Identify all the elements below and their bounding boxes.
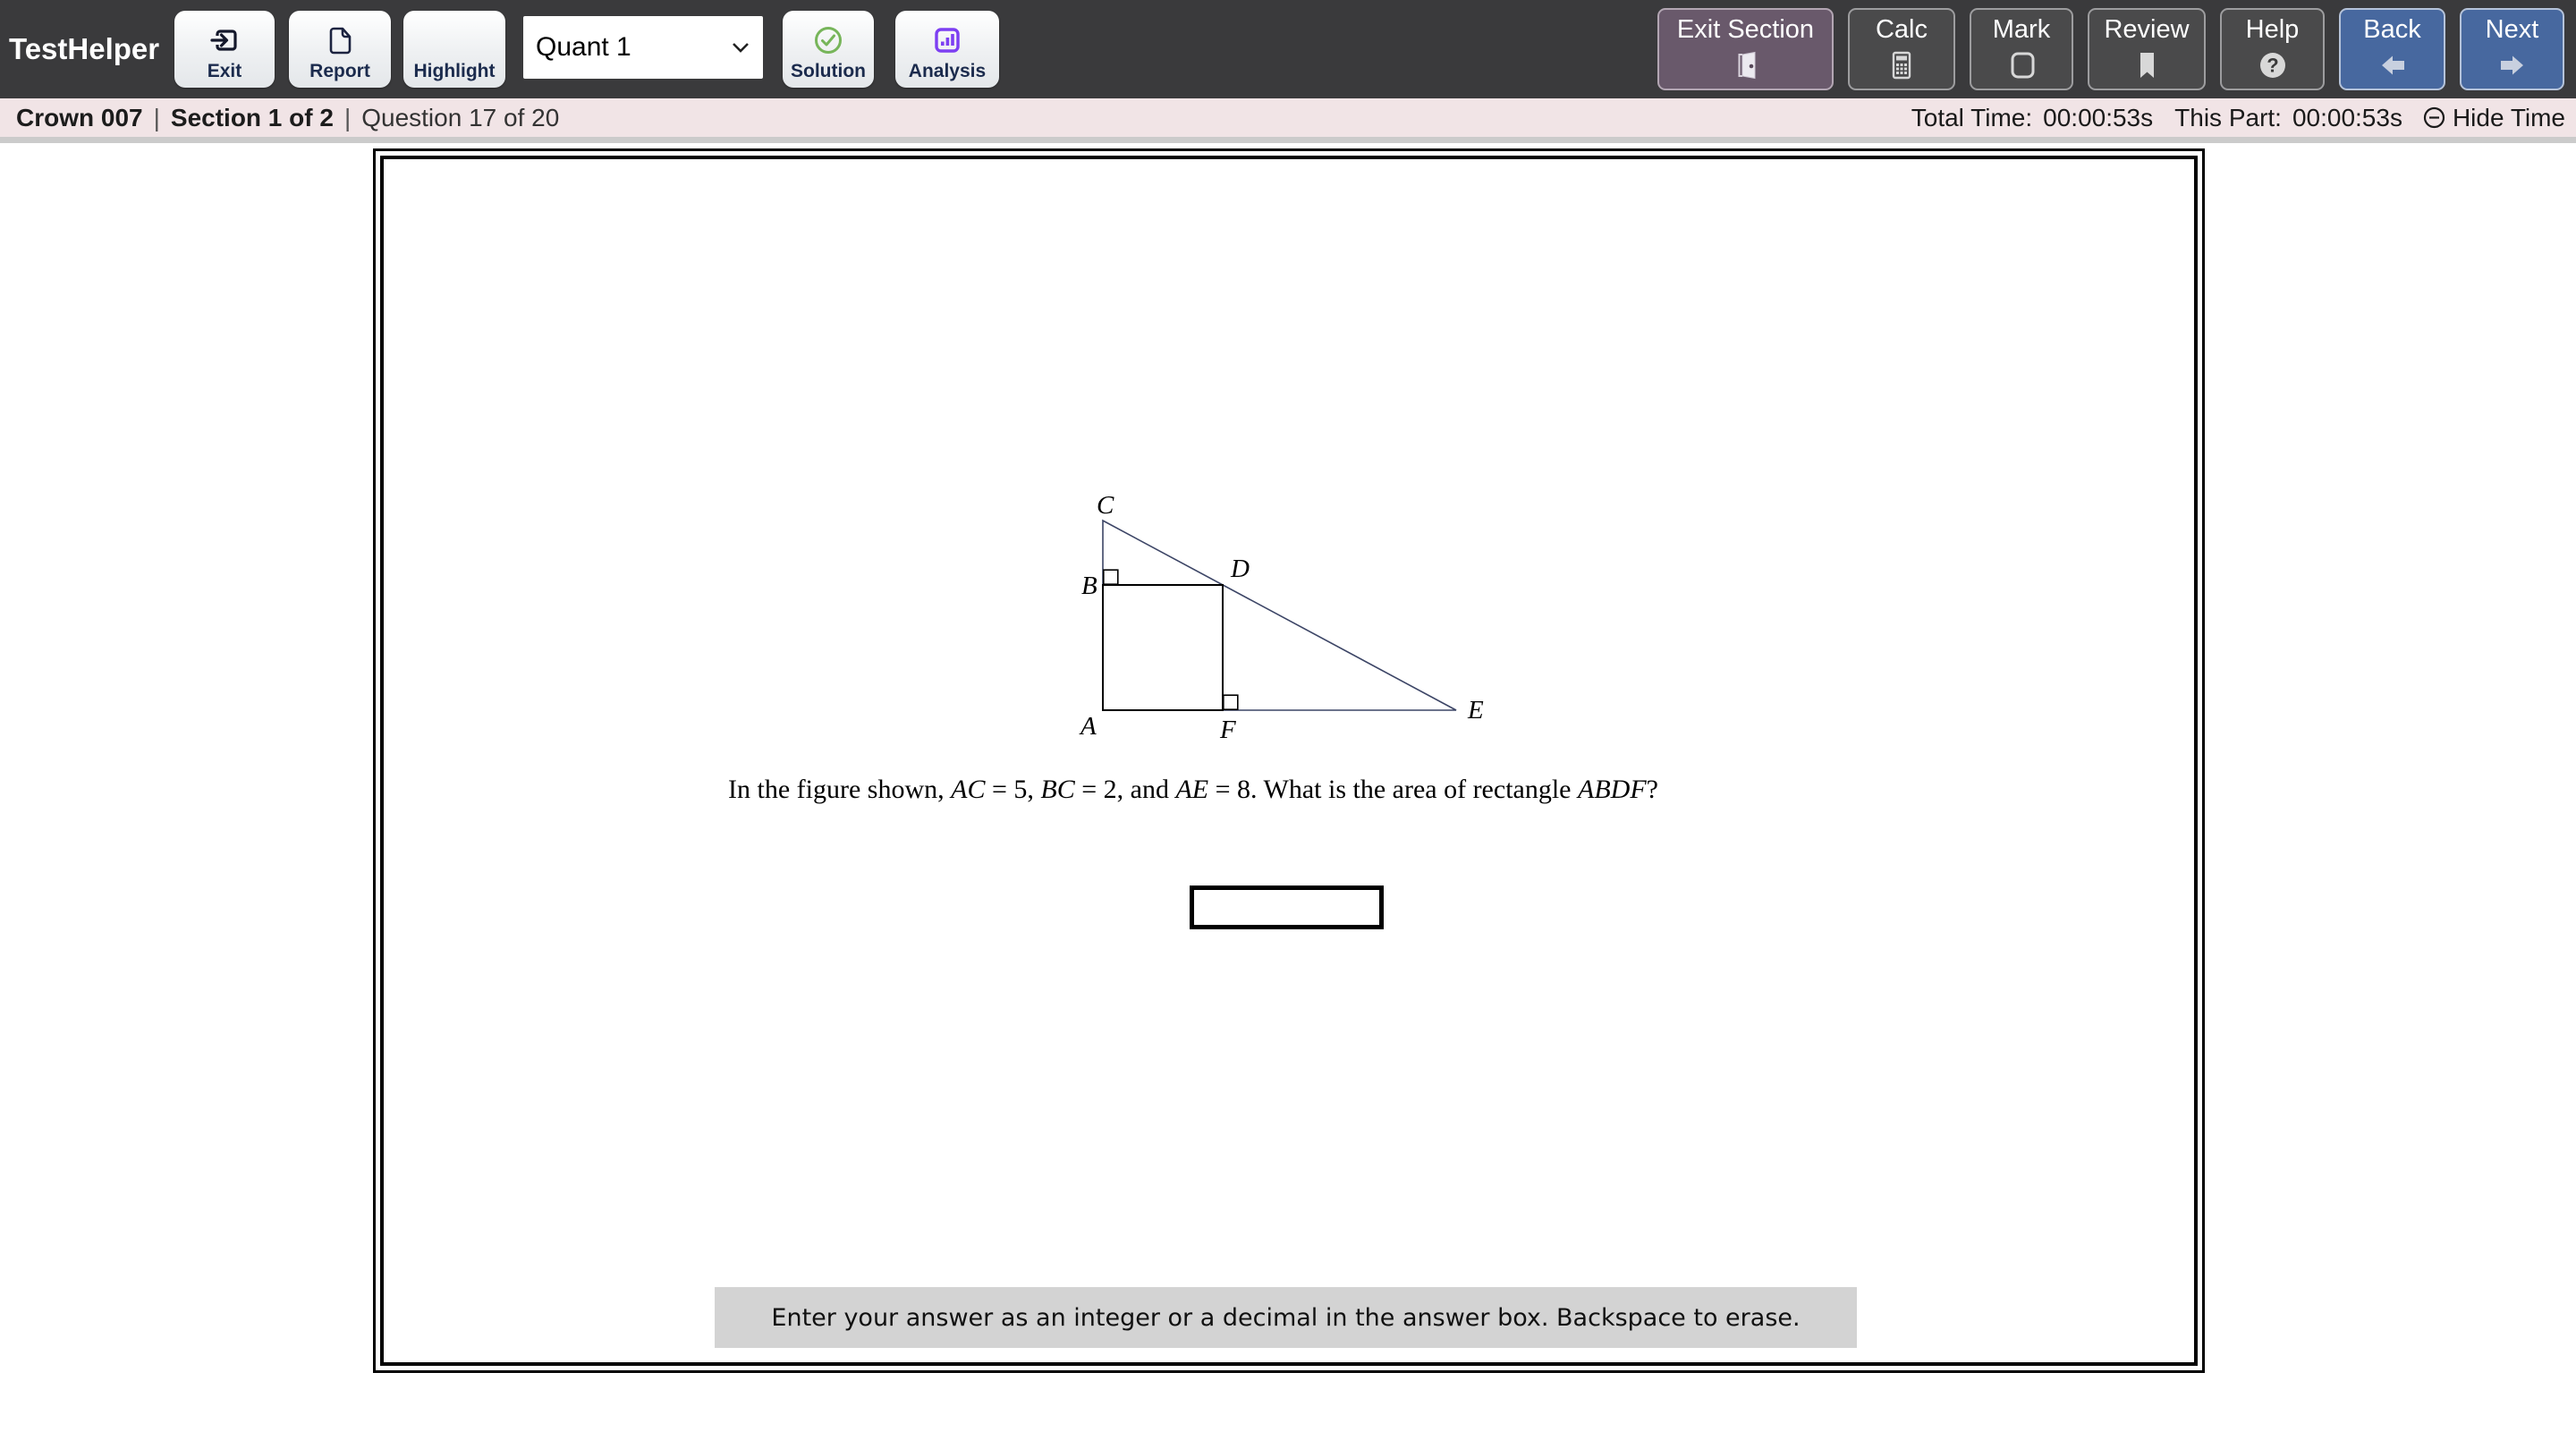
- exit-icon: [207, 21, 242, 60]
- hide-time-toggle[interactable]: Hide Time: [2452, 103, 2565, 131]
- this-part-value: 00:00:53s: [2292, 103, 2402, 131]
- solution-button[interactable]: [783, 11, 874, 88]
- calculator-icon: [1884, 46, 1919, 85]
- question-text: In the figure shown, AC = 5, BC = 2, and AE = 8. What is the area of rectangle ABDF?: [728, 775, 1658, 804]
- report-button[interactable]: [289, 11, 391, 88]
- right-angle-marker-B: [1104, 570, 1118, 584]
- analysis-chart-icon: [929, 21, 965, 60]
- calc-button[interactable]: [1848, 8, 1955, 90]
- help-button-label: Help: [2245, 15, 2300, 44]
- question-panel: [373, 148, 2205, 1373]
- report-button-label: Report: [309, 61, 370, 81]
- question-panel-inner: [380, 156, 2198, 1366]
- vertex-label-B: B: [1081, 572, 1097, 600]
- review-bookmark-icon: [2129, 46, 2165, 85]
- vertex-label-D: D: [1231, 555, 1250, 583]
- back-button-label: Back: [2363, 15, 2421, 44]
- next-button-label: Next: [2485, 15, 2539, 44]
- exit-section-button[interactable]: [1657, 8, 1834, 90]
- breadcrumb-separator: |: [343, 103, 352, 131]
- back-button[interactable]: [2339, 8, 2445, 90]
- section-select-value: Quant 1: [536, 32, 631, 62]
- breadcrumb-separator: |: [153, 103, 160, 131]
- analysis-button-label: Analysis: [908, 61, 987, 81]
- door-icon: [1728, 46, 1764, 85]
- triangle-CAE: [1103, 521, 1456, 710]
- exit-section-label: Exit Section: [1676, 15, 1815, 44]
- breadcrumb: [0, 104, 559, 132]
- status-bar: [0, 98, 2576, 143]
- answer-input[interactable]: [1190, 886, 1384, 929]
- rectangle-ABDF: [1103, 585, 1223, 710]
- vertex-label-C: C: [1097, 491, 1114, 520]
- help-icon: [2255, 46, 2291, 85]
- calc-button-label: Calc: [1875, 15, 1928, 44]
- exit-button-label: Exit: [207, 61, 242, 81]
- back-arrow-icon: [2375, 46, 2411, 85]
- help-button[interactable]: [2220, 8, 2325, 90]
- vertex-label-E: E: [1468, 696, 1484, 724]
- hide-time-icon[interactable]: [2422, 106, 2446, 130]
- right-angle-marker-F: [1224, 695, 1238, 709]
- answer-instruction: Enter your answer as an integer or a decimal in the answer box. Backspace to erase.: [715, 1287, 1857, 1348]
- vertex-label-A: A: [1080, 712, 1097, 741]
- section-select[interactable]: [523, 16, 763, 79]
- review-button-label: Review: [2104, 15, 2190, 44]
- solution-check-icon: [810, 21, 846, 60]
- highlight-button[interactable]: [403, 11, 505, 88]
- next-button[interactable]: [2460, 8, 2564, 90]
- next-arrow-icon: [2495, 46, 2530, 85]
- svg-text:?: ?: [2266, 54, 2279, 77]
- this-part-label: This Part:: [2174, 103, 2282, 131]
- toolbar-left-group: [174, 11, 999, 88]
- timer-area: [1911, 104, 2576, 132]
- geometry-figure: [1055, 476, 1521, 753]
- section-info: Section 1 of 2: [170, 103, 334, 131]
- question-info: Question 17 of 20: [361, 103, 560, 131]
- mark-button[interactable]: [1970, 8, 2073, 90]
- top-toolbar: [0, 0, 2576, 98]
- analysis-button[interactable]: [895, 11, 999, 88]
- vertex-label-F: F: [1220, 716, 1236, 744]
- highlight-button-label: Highlight: [413, 61, 496, 81]
- total-time-value: 00:00:53s: [2043, 103, 2154, 131]
- mark-checkbox-icon: [2004, 46, 2039, 85]
- report-icon: [322, 21, 358, 60]
- toolbar-right-group: [1657, 8, 2564, 90]
- test-name: Crown 007: [16, 103, 143, 131]
- exit-button[interactable]: [174, 11, 275, 88]
- solution-button-label: Solution: [791, 61, 866, 81]
- total-time-label: Total Time:: [1911, 103, 2033, 131]
- chevron-down-icon: [731, 40, 750, 55]
- mark-button-label: Mark: [1992, 15, 2051, 44]
- app-brand: TestHelper: [9, 32, 160, 65]
- review-button[interactable]: [2088, 8, 2206, 90]
